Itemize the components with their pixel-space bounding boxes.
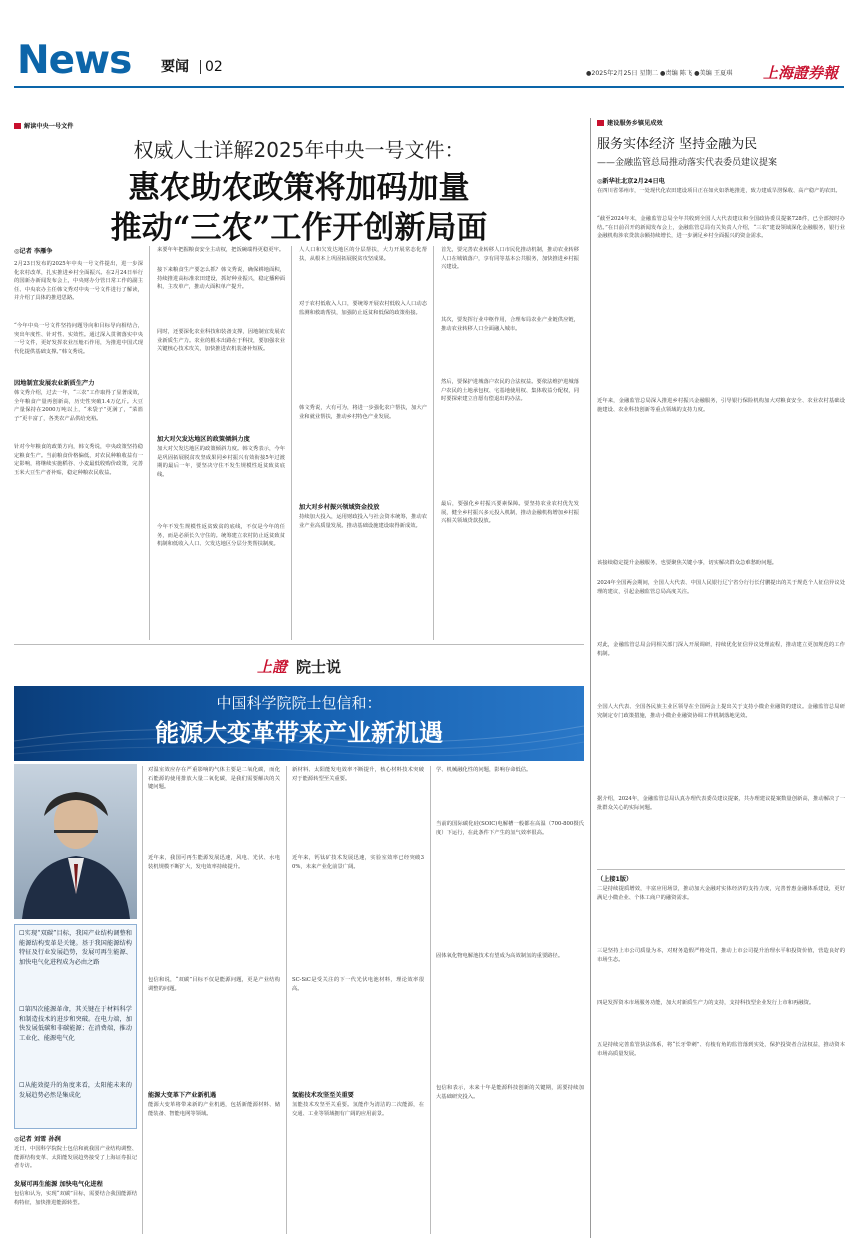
section-divider [14, 644, 584, 645]
paragraph: 包信和说，“双碳”目标不仅是能源问题，更是产业结构调整的问题。 [148, 977, 280, 992]
paragraph: 能源大变革将带来新的产业机遇，包括新能源材料、储能装备、智能电网等领域。 [148, 1102, 280, 1117]
paragraph: 五是持续完善监管执法体系，将“长牙带刺”、有棱有角的监管落到实处，保护投资者合法权益，推动资本市场高质量发展。 [597, 1042, 845, 1057]
section-divider [200, 60, 201, 74]
subheading: 发展可再生能源 加快电气化进程 [14, 1181, 103, 1188]
paragraph: “今年中央一号文件坚持问题导向和目标导向相结合，突出年度性、针对性、实效性。通过深入贯彻落实中央一号文件，更好发挥农业压舱石作用，为推进中国式现代化提供基础支撑。”韩文秀说。 [14, 323, 143, 355]
right-title: 服务实体经济 坚持金融为民 [597, 137, 758, 152]
feature-col-2 [148, 766, 280, 1234]
paragraph: 二是持续提质增效，丰富应用场景，推动加大金融对实体经济的支持力度，完善普惠金融体系建设，更好满足小微企业、个体工商户的融资需求。 [597, 886, 845, 901]
feature-title: 能源大变革带来产业新机遇 [155, 719, 443, 747]
person-silhouette-icon [14, 764, 137, 919]
paragraph: 其次，要发挥行业中枢作用，合理布局农业产业链供应链，推动农业转移人口全面融入城市。 [441, 317, 579, 332]
headline-kicker: 权威人士详解2025年中央一号文件： [133, 138, 465, 162]
article-col-1 [14, 246, 143, 640]
section-tag-left: 解读中央一号文件 [14, 121, 74, 130]
red-square-icon [597, 120, 604, 126]
highlight-box [14, 924, 137, 1129]
paragraph: 近年来，钙钛矿技术发展迅速，实验室效率已经突破30%，未来产业化前景广阔。 [292, 855, 424, 870]
checkbox-icon: ☐ [19, 930, 25, 937]
section-name: 要闻 [161, 59, 189, 75]
highlight-item: ☐第四次能源革命，其关键在于材料科学和制造技术的进步和突破。在电力端，加快发展低碳和非碳能源；在消费端，推动工业化、能源电气化 [19, 1006, 132, 1042]
checkbox-icon: ☐ [19, 1082, 25, 1089]
paragraph: 近日，中国科学院院士包信和就我国产业结构调整、能源结构变革、太阳能发展趋势接受了上海证券报记者专访。 [14, 1146, 137, 1169]
feature-col-3 [292, 766, 424, 1234]
headline-block [14, 136, 584, 248]
paragraph: “截至2024年末，金融监管总局全年共收到全国人大代表建议和全国政协委员提案728件，已全部按时办结。”在日前召开的新闻发布会上，金融监管总局有关负责人介绍，“三农”建设领域深化金融服务，银行业金融机构涉农贷款余额持续增长，进一步满足乡村全面振兴的资金需求。 [597, 216, 845, 239]
dateline: ●2025年2月25日 星期二 ●责编 陈飞 ●美编 王夏琪 [586, 70, 733, 77]
right-section-divider [597, 869, 845, 870]
paragraph: 持续加大投入，运用财政投入与社会资本统筹，推动农业产业高质量发展。推动基础设施建设取得新成效。 [299, 514, 427, 529]
paragraph: 最后，要强化乡村振兴要素保障。要坚持农业农村优先发展，健全乡村振兴多元投入机制，推动金融机构增加乡村振兴相关领域贷款投放。 [441, 501, 579, 524]
highlight-item: ☐从能效提升的角度来看，太阳能未来的发展趋势必然是集成化 [19, 1082, 132, 1099]
paragraph: 氢能技术攻坚至关重要。氢能作为清洁的二次能源，在交通、工业等领域拥有广阔的应用前景。 [292, 1102, 424, 1117]
continued-label: （上接1版） [597, 876, 633, 883]
feature-col-4 [436, 766, 584, 1234]
paragraph: 当前的国际碳化硅(SOIC)电解槽一般都在高温（700-800摄氏度）下运行，在此条件下产生的氢气效率很高。 [436, 821, 584, 836]
red-square-icon [14, 123, 21, 129]
paragraph: 四是发挥资本市场服务功能，加大对新质生产力的支持，支持科技型企业发行上市和再融资。 [597, 1000, 815, 1006]
paragraph: 该接续稳定提升金融服务，也要聚焦关键小事，切实解决群众急难愁盼问题。 [597, 560, 778, 566]
subheading: 氢能技术攻坚至关重要 [292, 1092, 354, 1099]
paragraph: 加大对欠发达地区的政策倾斜力度。韩文秀表示，今年是巩固拓展脱贫攻坚成果同乡村振兴有效衔接5年过渡期的最后一年，要坚决守住不发生规模性返贫致贫底线。 [157, 446, 285, 478]
column-divider [149, 246, 150, 640]
right-column [597, 118, 845, 1238]
paragraph: 对温室效应存在严重影响的气体主要是二氧化碳，而化石能源的使用排放大量二氧化碳，是我们需要解决的关键问题。 [148, 767, 280, 790]
right-section-tag: 建设服务乡镇见成效 [597, 118, 845, 129]
paragraph: 学、机械融化性的问题，影响存命低估。 [436, 767, 532, 773]
feature-col-1 [14, 1134, 137, 1234]
page-number: 02 [205, 59, 223, 75]
right-byline: ◎新华社北京2月24日电 [597, 178, 665, 185]
paragraph: 对于农村低收入人口，要统筹开展农村低收入人口动态监测和救助帮扶，加强防止返贫和低保的政策衔接。 [299, 301, 427, 316]
brand-badge: 上證 [256, 658, 287, 676]
academician-feature [14, 648, 584, 1238]
feature-kicker: 中国科学院院士包信和： [216, 694, 382, 712]
subheading: 能源大变革下产业新机遇 [148, 1092, 217, 1099]
main-article [14, 246, 584, 640]
paragraph: 新材料、太阳能发电效率不断提升，核心材料技术突破对于能源转型至关重要。 [292, 767, 424, 782]
paragraph: 在四川省邻州市，一处现代化农田建设项目正在如火如荼地推进，致力建成旱涝保收、高产稳产的农田。 [597, 188, 841, 194]
title-banner [14, 686, 584, 761]
paragraph: 2月23日发布的2025年中央一号文件提出，进一步深化农村改革，扎实推进乡村全面振兴。在2月24日举行的国新办新闻发布会上，中央财办分管日常工作的副主任、中央农办主任韩文秀对中央一号文件进行了解读，并介绍了具体的推进思路。 [14, 261, 143, 301]
column-divider [430, 766, 431, 1234]
paragraph: 然后，要保护进城落户农民的合法权益。要依法维护进城落户农民的土地承包权、宅基地使用权、集体收益分配权，同时要探索建立自愿有偿退出的办法。 [441, 379, 579, 402]
masthead-rule [14, 86, 844, 88]
paragraph: 固体氧化物电解池技术有望成为高效制氢的重要路径。 [436, 953, 564, 959]
paragraph: 今年不发生规模性返贫致贫的底线，不仅是今年的任务，而是必须长久守住的。统筹建立农村防止返贫致贫机制和低收入人口、欠发达地区分层分类帮扶制度。 [157, 524, 285, 547]
paragraph: 同时，还要深化农业科技和装备支撑，因地制宜发展农业新质生产力。农业的根本出路在于科技，要加强农业关键核心技术攻关，加快推进农机装备补短板。 [157, 329, 285, 352]
subheading: 加大对乡村振兴领域资金投放 [299, 504, 380, 511]
paragraph: 据介绍，2024年，金融监管总局认真办理代表委员建议提案，共办理建议提案数量创新高，推动解决了一批群众关心的实际问题。 [597, 796, 845, 811]
portrait-photo [14, 764, 137, 919]
subheading: 因地制宜发展农业新质生产力 [14, 380, 95, 387]
brand-logo: 上海證券報 [763, 64, 839, 82]
highlight-item: ☐实现“双碳”目标，我国产业结构调整和能源结构变革是关键。基于我国能源结构特征及行业发展趋势，发展可再生能源、加快电气化进程成为必由之路 [19, 930, 132, 966]
paragraph: 接下来粮食生产要怎么抓？韩文秀说，确保耕地面积，持续推进高标准农田建设，抓好种业振兴，稳定播种面积，主攻单产，推动大面积单产提升。 [157, 267, 285, 290]
paragraph: 来要年年把握粮食安全主动权，把饭碗端得更稳更牢。 [157, 247, 285, 253]
paragraph: 近年来，金融监管总局深入推进乡村振兴金融服务，引导银行保险机构加大对粮食安全、农业农村基础设施建设、农业科技创新等重点领域的支持力度。 [597, 398, 845, 413]
paragraph: 包信和表示，未来十年是能源科技创新的关键期，需要持续加大基础研究投入。 [436, 1085, 584, 1100]
article-col-4 [441, 246, 579, 640]
paragraph: 全国人大代表、全国各民族主业区领导在全国两会上提出关于支持小微企业融资的建议。金融监管总局研究制定专门政策措施，推动小微企业融资协调工作机制落地见效。 [597, 704, 845, 719]
headline-line1: 惠农助农政策将加码加量 [128, 170, 470, 206]
column-divider [286, 766, 287, 1234]
paragraph: 韩文秀介绍，过去一年，“三农”工作取得了显著成效，全年粮食产量再创新高，历史性突破1.4万亿斤。大豆产量保持在2000万吨以上，“米袋子”更满了，“菜篮子”更丰富了，各类农产品供给充裕。 [14, 390, 143, 422]
paragraph: 对此，金融监管总局会同相关部门深入开展调研，持续优化征信异议处理流程，推动建立更加规范的工作机制。 [597, 642, 845, 657]
paragraph: 三是坚持上市公司质量为本，对财务造假严格处罚，推动上市公司提升治理水平和投资价值，营造良好的市场生态。 [597, 948, 845, 963]
right-subtitle: ——金融监管总局推动落实代表委员建议提案 [597, 158, 778, 168]
paragraph: SC-SiC是受关注的下一代光伏电池材料，理论效率很高。 [292, 977, 424, 992]
paragraph: 包信和认为，实现“双碳”目标，需要结合我国能源结构特征，加快推进能源转型。 [14, 1191, 137, 1206]
masthead [0, 0, 858, 100]
article-col-3 [299, 246, 427, 640]
paragraph: 首先，要完善农业转移人口市民化推动机制，推动农业转移人口在城镇落户，享有同等基本公共服务，加快推进乡村振兴建设。 [441, 247, 579, 270]
news-word: News [17, 38, 132, 83]
paragraph: 针对今年粮食的政策方向，韩文秀说，中央政策坚持稳定粮食生产。当前粮食价格偏低，对农民种粮收益有一定影响，将继续实施稻谷、小麦最低收购价政策，完善玉米大豆生产者补贴，稳定种粮农民收益。 [14, 444, 143, 476]
main-byline: ◎记者 李雁争 [14, 248, 53, 255]
subheading: 加大对欠发达地区的政策倾斜力度 [157, 436, 250, 443]
checkbox-icon: ☐ [19, 1006, 25, 1013]
paragraph: 近年来，我国可再生能源发展迅速，风电、光伏、水电装机规模不断扩大，发电效率持续提升。 [148, 855, 280, 870]
column-divider [291, 246, 292, 640]
column-banner [224, 656, 374, 682]
column-divider [142, 766, 143, 1234]
page-column-divider [590, 118, 591, 1238]
paragraph: 人人口和欠发达地区的分层帮扶，大力开展常态化帮扶，从根本上巩固拓展脱贫攻坚成果。 [299, 247, 427, 262]
headline-line2: 推动“三农”工作开创新局面 [110, 210, 488, 246]
paragraph: 韩文秀说，大有可为，将进一步强化农户帮扶，加大产业和就业帮扶，推动乡村特色产业发展。 [299, 405, 427, 420]
feature-byline: ◎记者 刘雪 孙润 [14, 1136, 61, 1143]
column-name: 院士说 [296, 658, 342, 676]
paragraph: 2024年全国两会期间，全国人大代表、中国人民银行辽宁省分行行长付鹏提出的关于规范个人征信异议处理的建议，引起金融监管总局高度关注。 [597, 580, 845, 595]
column-divider [433, 246, 434, 640]
article-col-2 [157, 246, 285, 640]
